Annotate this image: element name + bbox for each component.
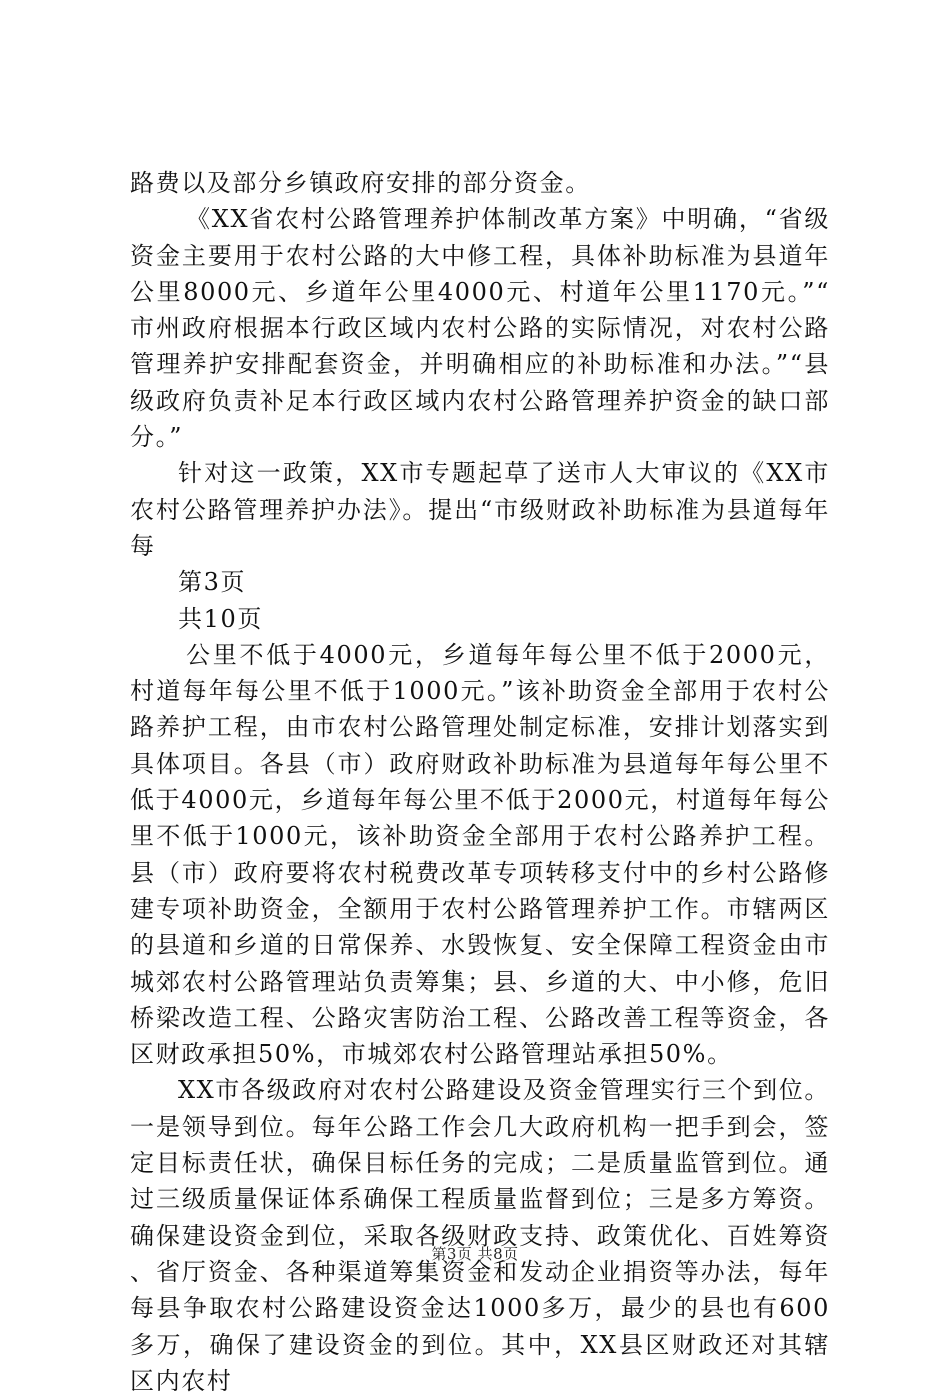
paragraph-city-policy: 针对这一政策，XX市专题起草了送市人大审议的《XX市农村公路管理养护办法》。提出“市级财政补助标准为县道每年每 [130,459,830,560]
paragraph-continuation: 路费以及部分乡镇政府安排的部分资金。 [130,169,591,197]
paragraph-provincial-plan: 《XX省农村公路管理养护体制改革方案》中明确，“省级资金主要用于农村公路的大中修工程，具体补助标准为县道年公里8000元、乡道年公里4000元、村道年公里1170元。”“市州政府根据本行政区域内农村公路的实际情况，对农村公路管理养护安排配套资金，并明确相应的补助标准和办法。”“县级政府负责补足本行政区域内农村公路管理养护资金的缺口部分。” [130,205,830,452]
document-body [130,165,830,1399]
paragraph-three-in-place: XX市各级政府对农村公路建设及资金管理实行三个到位。一是领导到位。每年公路工作会几大政府机构一把手到会，签定目标责任状，确保目标任务的完成；二是质量监管到位。通过三级质量保证体系确保工程质量监督到位；三是多方筹资。确保建设资金到位，采取各级财政支持、政策优化、百姓筹资、省厅资金、各种渠道筹集资金和发动企业捐资等办法，每年每县争取农村公路建设资金达1000多万，最少的县也有600多万，确保了建设资金的到位。其中，XX县区财政还对其辖区内农村 [130,1076,830,1395]
inline-page-total: 共10页 [178,604,263,633]
page-footer: 第3页 共8页 [431,1245,519,1263]
inline-page-number: 第3页 [178,568,247,597]
paragraph-subsidy-standards: 公里不低于4000元，乡道每年每公里不低于2000元，村道每年每公里不低于1000元。”该补助资金全部用于农村公路养护工程，由市农村公路管理处制定标准，安排计划落实到具体项目。各县（市）政府财政补助标准为县道每年每公里不低于4000元，乡道每年每公里不低于2000元，村道每年每公里不低于1000元，该补助资金全部用于农村公路养护工程。县（市）政府要将农村税费改革专项转移支付中的乡村公路修建专项补助资金，全额用于农村公路管理养护工作。市辖两区的县道和乡道的日常保养、水毁恢复、安全保障工程资金由市城郊农村公路管理站负责筹集；县、乡道的大、中小修，危旧桥梁改造工程、公路灾害防治工程、公路改善工程等资金，各区财政承担50%，市城郊农村公路管理站承担50%。 [130,640,830,1069]
